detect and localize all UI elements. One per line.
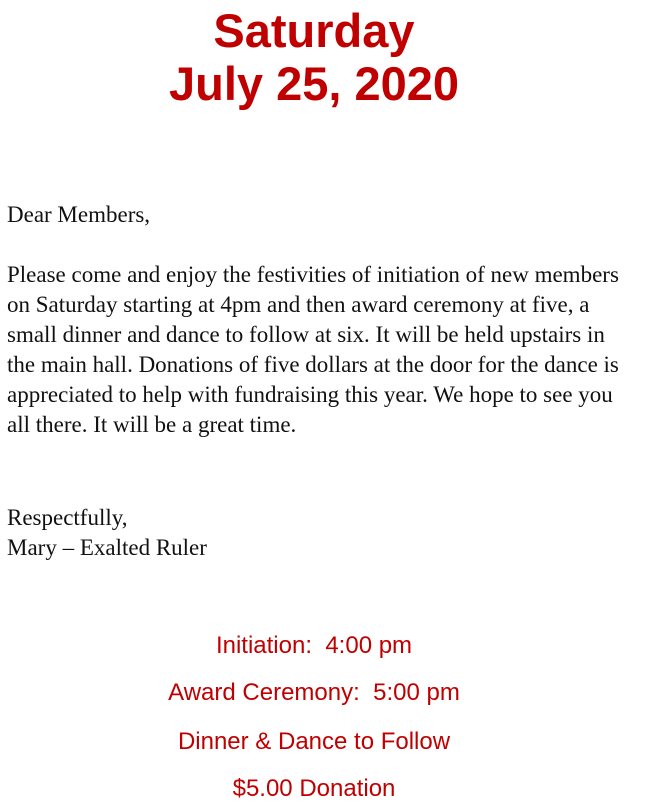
letter-body: Please come and enjoy the festivities of initiation of new members on Saturday starting at 4pm and then award ceremony at five, a small dinner and dance to follow at six. It will be held upstairs in the main hall. Donations of five dollars at the door for the dance is appreciated to help with fundraising this year. We hope to see you all there. It will be a great time.	[7, 262, 619, 437]
schedule-item-award-ceremony: Award Ceremony: 5:00 pm	[168, 679, 460, 706]
schedule-item-dinner-dance: Dinner & Dance to Follow	[177, 728, 451, 755]
letter-greeting: Dear Members,	[7, 202, 151, 227]
event-date-heading: July 25, 2020	[168, 57, 460, 110]
event-day-heading: Saturday	[213, 4, 415, 57]
schedule-item-donation: $5.00 Donation	[232, 775, 396, 802]
letter-closing: Respectfully,	[7, 505, 128, 530]
letter-signature: Mary – Exalted Ruler	[7, 535, 207, 560]
schedule-item-initiation: Initiation: 4:00 pm	[215, 632, 413, 659]
